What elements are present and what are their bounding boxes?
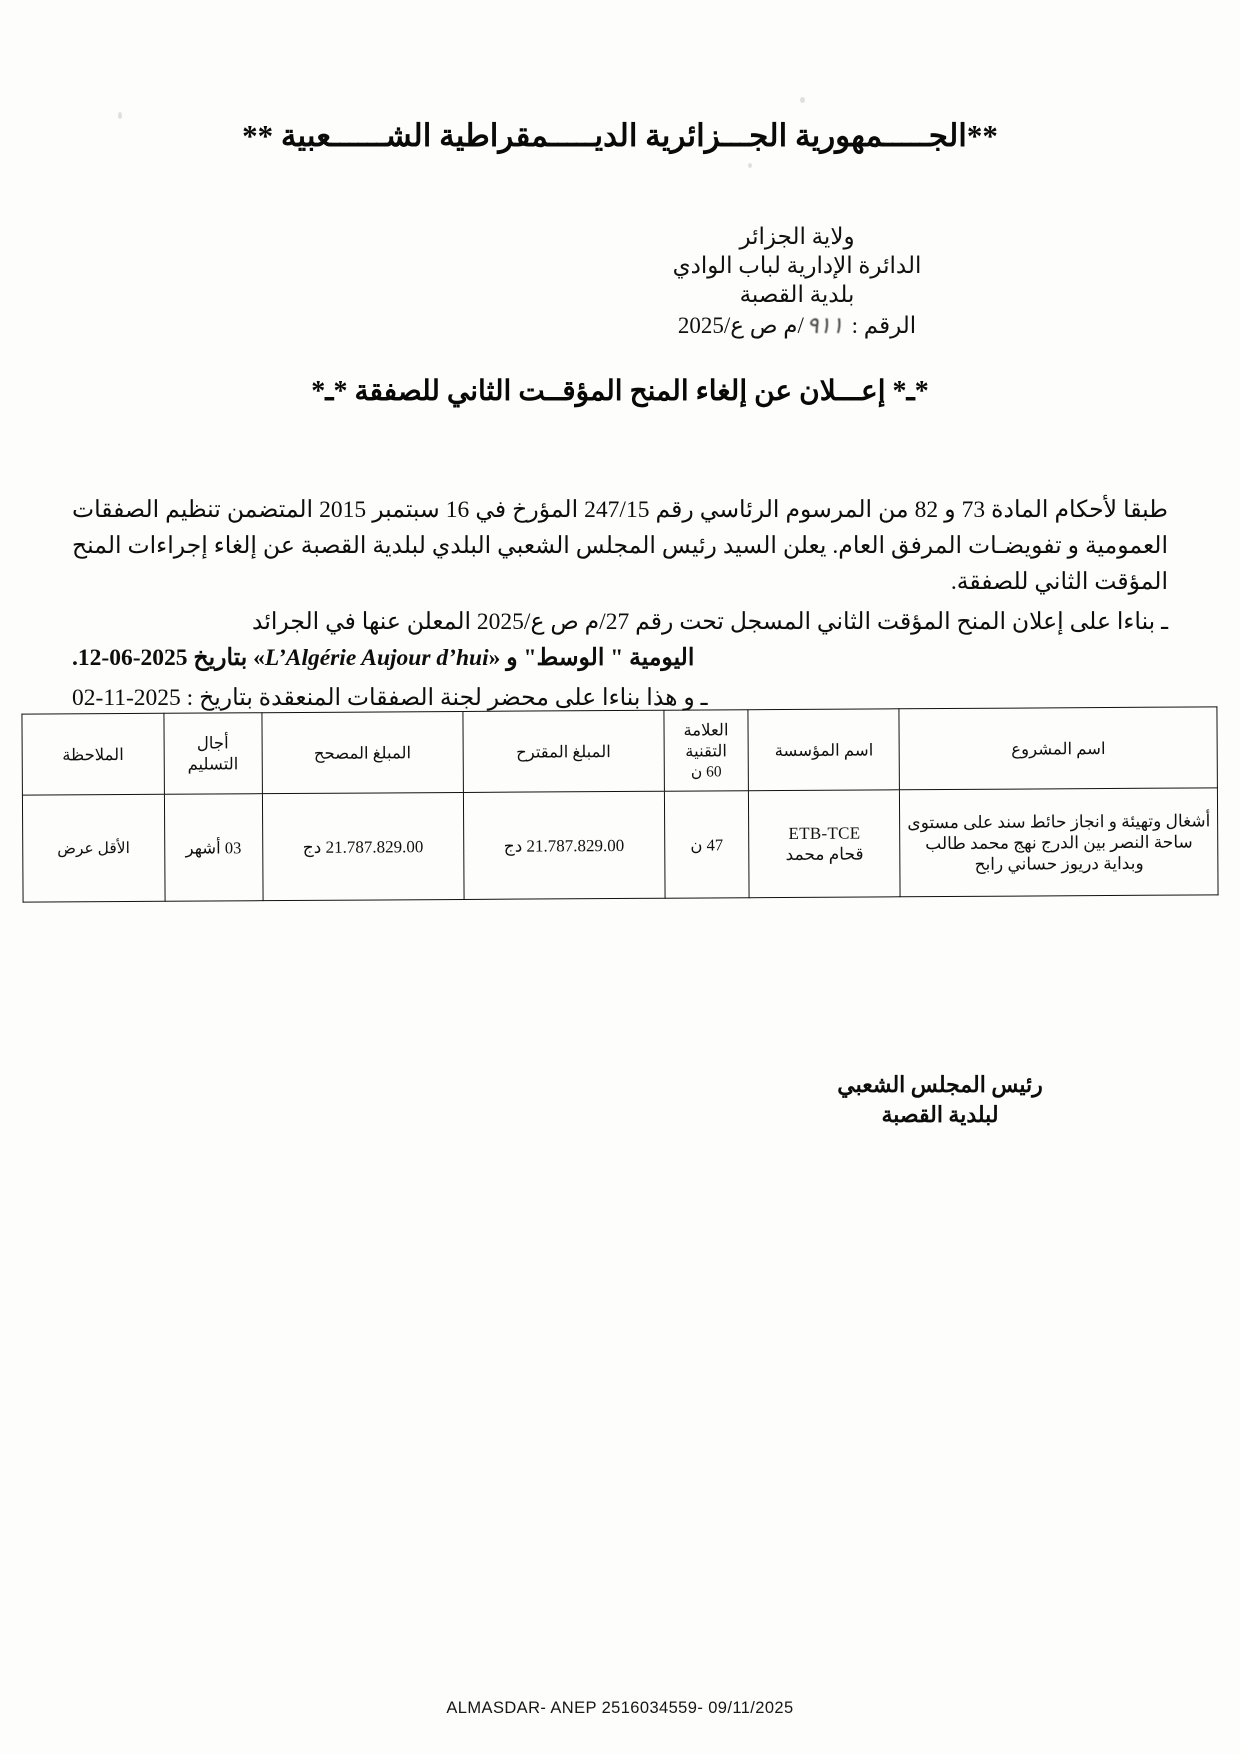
page-title: *ـ* إعـــلان عن إلغاء المنح المؤقــت الثاني للصفقة *ـ* xyxy=(311,376,929,407)
paragraph-bullet-announcement: ـ بناءا على إعلان المنح المؤقت الثاني المسجل تحت رقم 27/م ص ع/2025 المعلن عنها في الجرائد xyxy=(251,609,1168,635)
newspaper-middle: " و « xyxy=(488,645,537,671)
newspaper-french-name: L’Algérie Aujour d’hui xyxy=(264,645,489,671)
newspaper-suffix: » بتاريخ xyxy=(187,645,265,671)
reference-value: /م ص ع/2025 xyxy=(677,313,804,338)
cell-proposed-amount: 21.787.829.00 دج xyxy=(463,791,665,899)
cell-delivery-delay: 03 أشهر xyxy=(164,794,263,902)
signature-title-line-2: لبلدية القصبة xyxy=(881,1102,999,1127)
footer-anep-reference: ALMASDAR- ANEP 2516034559- 09/11/2025 xyxy=(446,1699,794,1717)
newspaper-prefix: اليومية " xyxy=(604,645,695,671)
th-delivery-delay: أجال التسليم xyxy=(163,713,262,795)
paragraph-newspapers xyxy=(72,640,1168,676)
daira-line: الدائرة الإدارية لباب الوادي xyxy=(672,253,922,278)
cell-note: الأقل عرض xyxy=(22,794,164,902)
th-score-total: 60 ن xyxy=(690,762,722,781)
cell-technical-score: 47 ن xyxy=(664,791,749,899)
th-corrected-amount: المبلغ المصحح xyxy=(262,711,463,793)
reference-line xyxy=(582,311,1012,340)
th-company: اسم المؤسسة xyxy=(748,709,900,791)
paragraph-bullet-commission: ـ و هذا بناءا على محضر لجنة الصفقات المنعقدة بتاريخ : 2025-11-02 xyxy=(72,685,708,711)
cell-corrected-amount: 21.787.829.00 دج xyxy=(262,792,464,900)
company-latin-name: ETB-TCE xyxy=(788,823,861,843)
award-table xyxy=(21,706,1218,902)
newspaper-date: 2025-06-12. xyxy=(72,645,188,671)
newspaper-arabic-name: الوسط xyxy=(536,645,605,671)
scan-speck xyxy=(800,97,805,103)
signature-title-line-1: رئيس المجلس الشعبي xyxy=(837,1072,1043,1097)
republic-header: **الجـــــمهورية الجـــزائرية الديـــــمقراطية الشــــــعبية ** xyxy=(242,118,998,153)
th-proposed-amount: المبلغ المقترح xyxy=(463,710,664,792)
award-table-head xyxy=(22,707,1217,795)
wilaya-line: ولاية الجزائر xyxy=(739,224,855,249)
th-project: اسم المشروع xyxy=(899,707,1217,790)
cell-project-name: أشغال وتهيئة و انجاز حائط سند على مستوى ساحة النصر بين الدرج نهج محمد طالب وبداية دريوز حساني رابح xyxy=(900,788,1218,897)
body-content xyxy=(72,492,1168,716)
th-score xyxy=(664,710,749,792)
baladia-line: بلدية القصبة xyxy=(739,282,855,307)
scan-speck xyxy=(748,163,752,168)
signature-block xyxy=(810,1070,1070,1130)
award-table-body xyxy=(22,788,1218,902)
th-note: الملاحظة xyxy=(22,713,164,795)
reference-handwritten-number: ۹۱۱ xyxy=(806,313,844,338)
award-table-container xyxy=(22,710,1218,899)
paragraph-legal-basis: طبقا لأحكام المادة 73 و 82 من المرسوم الرئاسي رقم 247/15 المؤرخ في 16 سبتمبر 2015 المتضمن تنظيم الصفقات العمومية و تفويضـات المرفق العام. يعلن السيد رئيس المجلس الشعبي البلدي لبلدية القصبة عن إلغاء إجراءات المنح المؤقت الثاني للصفقة. xyxy=(72,497,1168,595)
address-block xyxy=(582,222,1012,340)
table-header-row xyxy=(22,707,1217,795)
company-arabic-name: قحام محمد xyxy=(785,844,864,864)
th-score-label: العلامة التقنية xyxy=(683,719,729,761)
table-row xyxy=(22,788,1218,902)
reference-label: الرقم : xyxy=(845,313,917,338)
cell-company-name xyxy=(749,790,901,898)
